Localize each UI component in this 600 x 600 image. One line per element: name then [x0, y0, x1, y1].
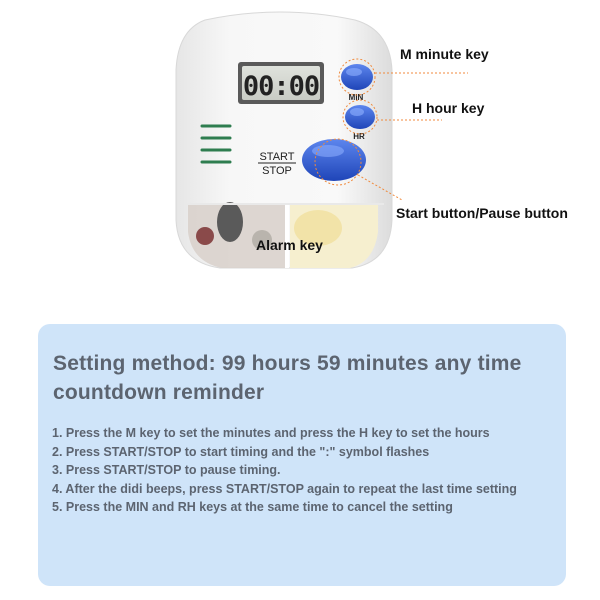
hr-button[interactable] [345, 105, 375, 129]
callout-minute-key: M minute key [400, 46, 489, 62]
start-stop-button[interactable] [302, 139, 366, 181]
lcd-time-readout: 00:00 [242, 71, 320, 102]
lcd-screen [238, 62, 324, 104]
hr-button-label: HR [353, 132, 365, 141]
list-item: 5. Press the MIN and RH keys at the same time to cancel the setting [52, 500, 453, 514]
panel-title: Setting method: 99 hours 59 minutes any time countdown reminder [53, 352, 522, 404]
steps-list [52, 424, 557, 517]
start-stop-label-stop: STOP [262, 165, 292, 177]
pill-icon [196, 227, 214, 245]
min-button-label: MIN [348, 93, 364, 102]
pill-icon [217, 202, 243, 242]
min-button[interactable] [341, 64, 373, 90]
list-item: 2. Press START/STOP to start timing and the ":" symbol flashes [52, 444, 430, 459]
instructions-panel [38, 324, 566, 586]
callout-start-button: Start button/Pause button [396, 205, 568, 221]
list-item: 3. Press START/STOP to pause timing. [52, 463, 281, 477]
list-item: 4. After the didi beeps, press START/STOP again to repeat the last time setting [52, 481, 517, 496]
callout-alarm-key: Alarm key [256, 237, 323, 253]
pill-compartments [186, 202, 384, 268]
callout-hour-key: H hour key [412, 100, 485, 116]
start-stop-label-start: START [259, 151, 295, 163]
list-item: 1. Press the M key to set the minutes and press the H key to set the hours [52, 426, 490, 440]
